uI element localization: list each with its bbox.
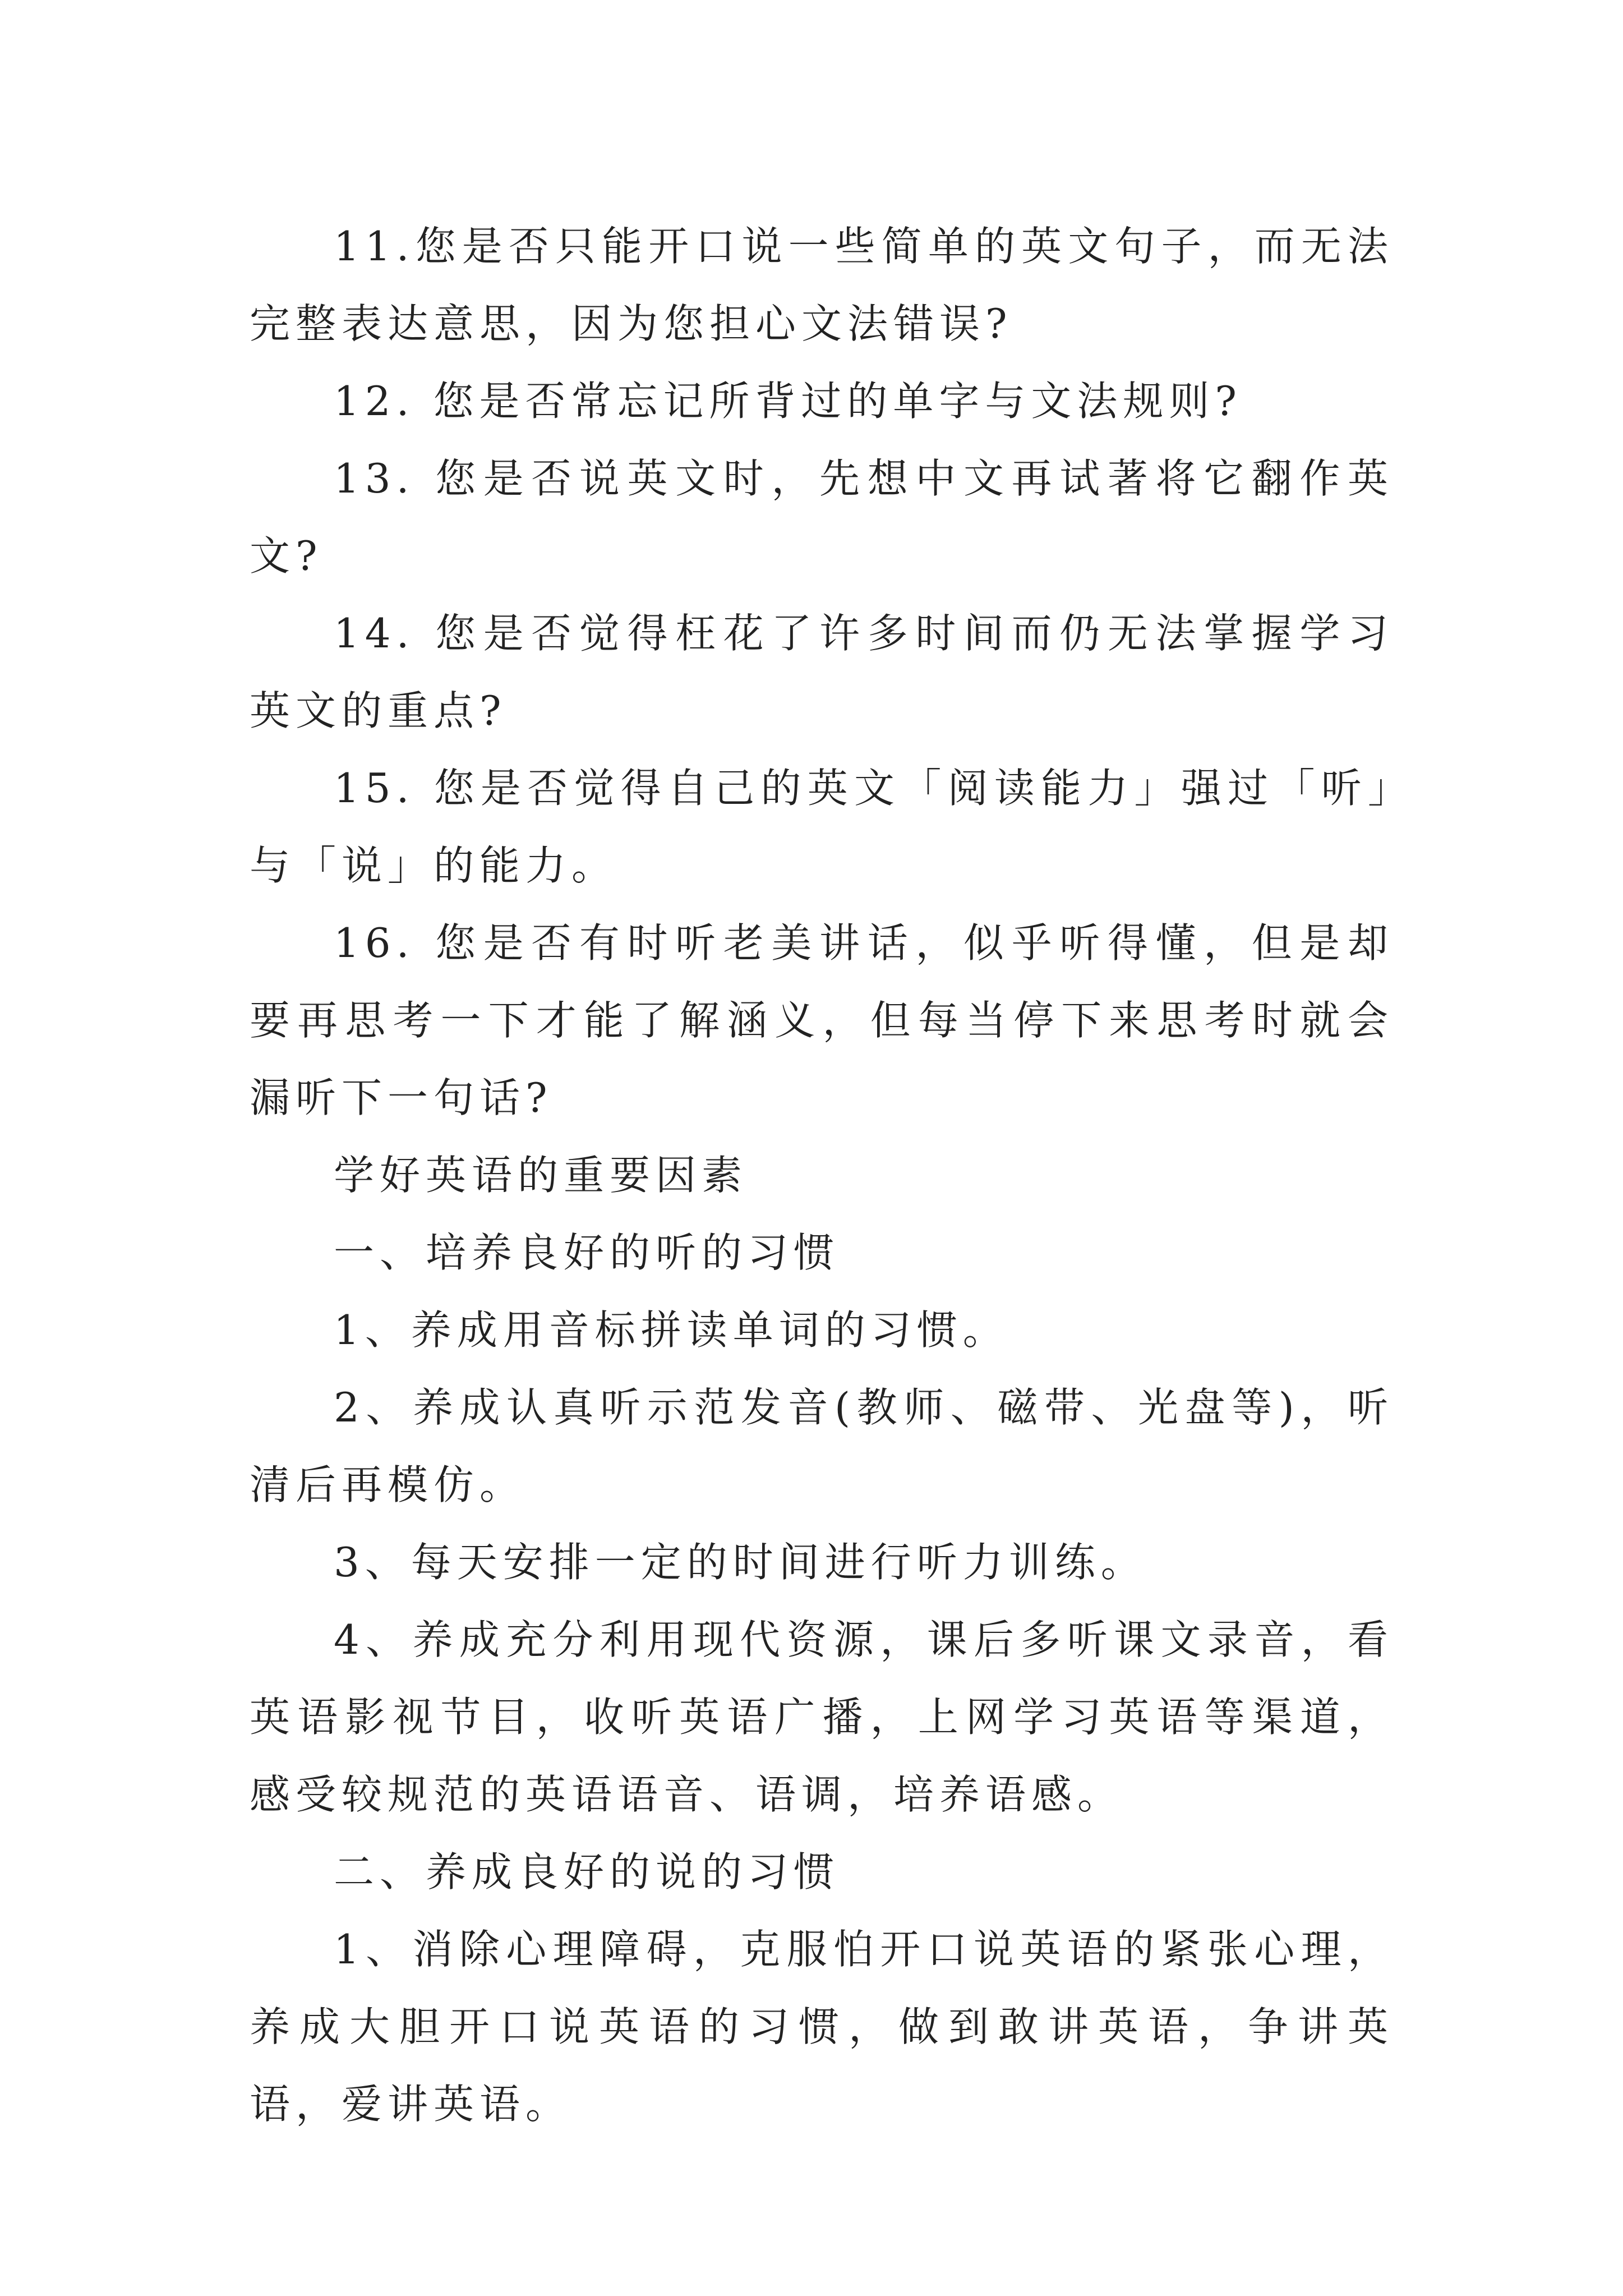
question-13: 13. 您是否说英文时，先想中文再试著将它翻作英文? — [250, 455, 1394, 579]
document-body — [250, 208, 1394, 2143]
question-14: 14. 您是否觉得枉花了许多时间而仍无法掌握学习英文的重点? — [250, 610, 1394, 734]
subheading-speaking-habits: 二、养成良好的说的习惯 — [334, 1848, 840, 1895]
question-12: 12. 您是否常忘记所背过的单字与文法规则? — [334, 378, 1242, 425]
listening-item-1: 1、养成用音标拼读单词的习惯。 — [334, 1306, 1009, 1354]
section-heading-key-factors: 学好英语的重要因素 — [334, 1152, 748, 1199]
question-15: 15. 您是否觉得自己的英文「阅读能力」强过「听」与「说」的能力。 — [250, 765, 1394, 889]
subheading-listening-habits: 一、培养良好的听的习惯 — [334, 1229, 840, 1276]
question-16: 16. 您是否有时听老美讲话，似乎听得懂，但是却要再思考一下才能了解涵义，但每当停下来思考时就会漏听下一句话? — [250, 919, 1394, 1121]
question-11: 11.您是否只能开口说一些简单的英文句子，而无法完整表达意思，因为您担心文法错误? — [250, 223, 1394, 347]
speaking-item-1: 1、消除心理障碍，克服怕开口说英语的紧张心理，养成大胆开口说英语的习惯，做到敢讲英语，争讲英语，爱讲英语。 — [250, 1926, 1394, 2128]
listening-item-3: 3、每天安排一定的时间进行听力训练。 — [334, 1539, 1147, 1586]
listening-item-2: 2、养成认真听示范发音(教师、磁带、光盘等)，听清后再模仿。 — [250, 1384, 1394, 1508]
listening-item-4: 4、养成充分利用现代资源，课后多听课文录音，看英语影视节目，收听英语广播，上网学习英语等渠道，感受较规范的英语语音、语调，培养语感。 — [250, 1616, 1394, 1818]
